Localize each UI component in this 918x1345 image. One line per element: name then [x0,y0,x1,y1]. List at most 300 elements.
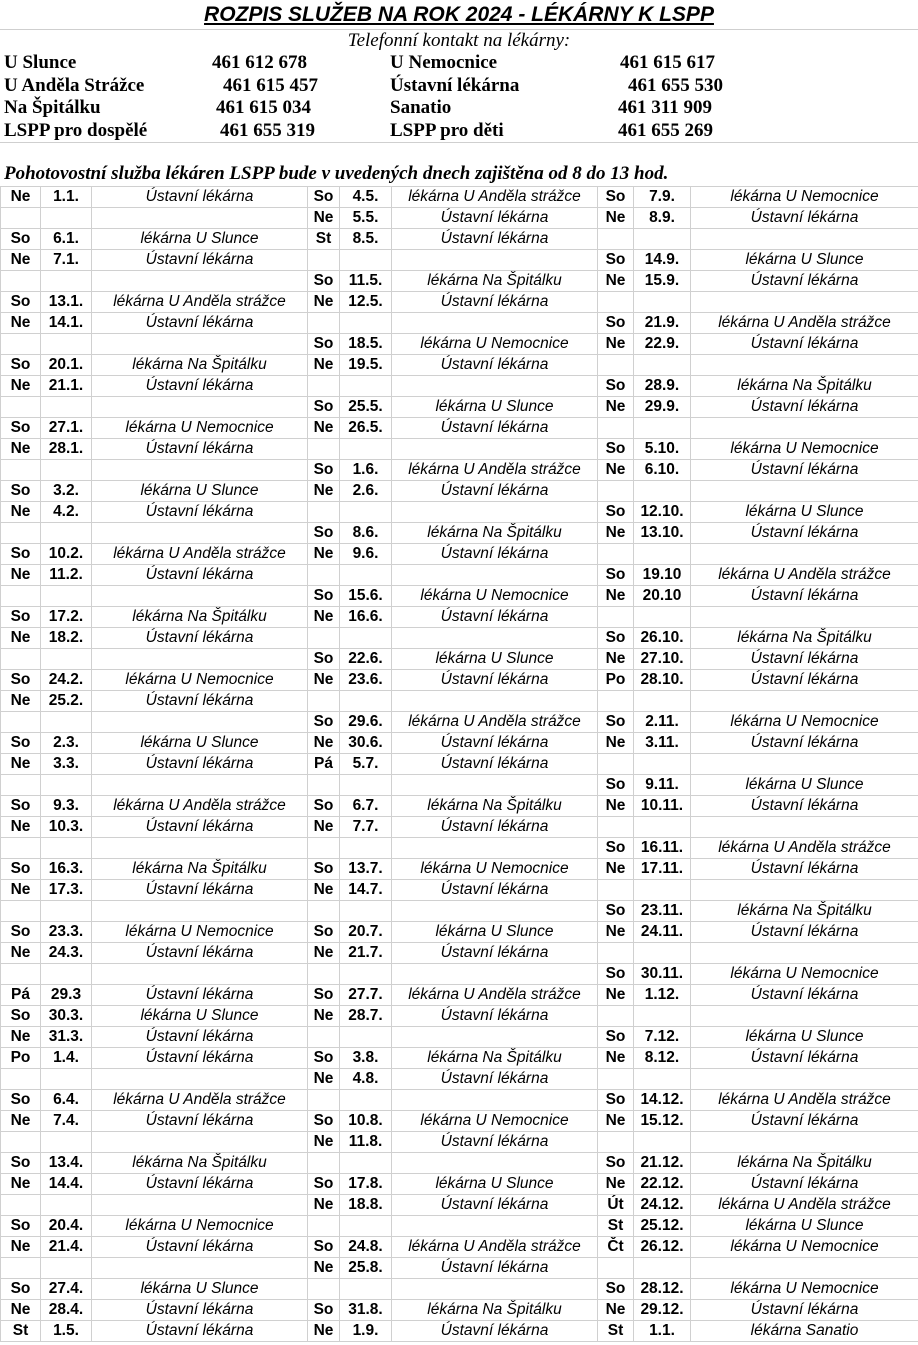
day-abbr: So [598,901,634,922]
service-date: 5.7. [340,754,392,775]
day-abbr [308,250,340,271]
pharmacy-on-duty: Ústavní lékárna [92,1237,308,1258]
schedule-row [1,796,918,817]
service-date [340,565,392,586]
pharmacy-on-duty: lékárna U Nemocnice [92,670,308,691]
day-abbr [598,691,634,712]
schedule-row [1,1279,918,1300]
service-date [634,1132,691,1153]
pharmacy-on-duty [92,586,308,607]
day-abbr: So [1,1279,41,1300]
day-abbr [1,334,41,355]
service-date [340,775,392,796]
pharmacy-on-duty: Ústavní lékárna [392,733,598,754]
pharmacy-on-duty: lékárna U Anděla strážce [691,838,918,859]
service-date: 1.5. [41,1321,92,1342]
service-date: 3.11. [634,733,691,754]
pharmacy-on-duty: Ústavní lékárna [691,523,918,544]
day-abbr: Čt [598,1237,634,1258]
schedule-row [1,544,918,565]
pharmacy-on-duty [92,901,308,922]
service-date: 1.12. [634,985,691,1006]
service-date: 15.9. [634,271,691,292]
schedule-row [1,1321,918,1342]
day-abbr: Ne [598,460,634,481]
day-abbr [598,943,634,964]
day-abbr [598,754,634,775]
service-date [634,1258,691,1279]
pharmacy-on-duty: lékárna U Slunce [392,1174,598,1195]
day-abbr: So [308,1300,340,1321]
pharmacy-on-duty: lékárna U Slunce [691,502,918,523]
pharmacy-on-duty: lékárna U Anděla strážce [392,1237,598,1258]
service-date: 30.3. [41,1006,92,1027]
pharmacy-on-duty: Ústavní lékárna [392,481,598,502]
pharmacy-name: LSPP pro dospělé [4,119,148,141]
schedule-row [1,1048,918,1069]
pharmacy-on-duty: Ústavní lékárna [392,754,598,775]
service-date [634,1069,691,1090]
pharmacy-on-duty [92,397,308,418]
schedule-row [1,250,918,271]
day-abbr [308,1153,340,1174]
day-abbr: So [598,250,634,271]
pharmacy-on-duty: lékárna U Nemocnice [392,586,598,607]
pharmacy-on-duty [92,334,308,355]
day-abbr [598,355,634,376]
service-date [41,712,92,733]
day-abbr [598,481,634,502]
pharmacy-phone: 461 311 909 [618,97,712,118]
day-abbr: So [308,460,340,481]
service-date: 1.1. [41,187,92,208]
service-date: 9.6. [340,544,392,565]
pharmacy-on-duty: Ústavní lékárna [691,1048,918,1069]
day-abbr [308,1090,340,1111]
day-abbr: So [308,1174,340,1195]
pharmacy-phone: 461 615 617 [620,52,715,73]
service-date: 6.7. [340,796,392,817]
schedule-row [1,985,918,1006]
day-abbr [1,523,41,544]
day-abbr [1,208,41,229]
day-abbr: Ne [598,649,634,670]
day-abbr: So [308,1111,340,1132]
service-date: 21.7. [340,943,392,964]
service-date [41,901,92,922]
day-abbr: So [1,796,41,817]
pharmacy-on-duty: lékárna U Nemocnice [691,964,918,985]
pharmacy-on-duty [691,880,918,901]
day-abbr: Ne [598,397,634,418]
service-date [634,418,691,439]
pharmacy-on-duty [392,775,598,796]
pharmacy-on-duty: Ústavní lékárna [92,628,308,649]
day-abbr [1,271,41,292]
pharmacy-on-duty: lékárna Na Špitálku [392,1300,598,1321]
service-date: 16.6. [340,607,392,628]
schedule-row [1,649,918,670]
day-abbr: So [598,1153,634,1174]
pharmacy-on-duty [691,817,918,838]
pharmacy-on-duty: Ústavní lékárna [92,439,308,460]
service-date [634,1006,691,1027]
day-abbr: Ne [1,1174,41,1195]
pharmacy-on-duty [691,691,918,712]
pharmacy-on-duty: Ústavní lékárna [92,502,308,523]
pharmacy-on-duty: Ústavní lékárna [691,208,918,229]
day-abbr [308,775,340,796]
service-date: 6.10. [634,460,691,481]
service-date: 7.9. [634,187,691,208]
day-abbr: So [1,544,41,565]
day-abbr [1,838,41,859]
day-abbr [1,712,41,733]
day-abbr: Ne [1,754,41,775]
day-abbr: So [598,712,634,733]
service-date: 4.8. [340,1069,392,1090]
service-date: 4.2. [41,502,92,523]
day-abbr: Ne [308,481,340,502]
pharmacy-on-duty: lékárna U Slunce [92,481,308,502]
service-date [41,271,92,292]
day-abbr: Ne [308,292,340,313]
pharmacy-on-duty [92,208,308,229]
service-date: 3.3. [41,754,92,775]
pharmacy-on-duty: Ústavní lékárna [92,250,308,271]
pharmacy-name: Ústavní lékárna [390,74,520,96]
schedule-row [1,775,918,796]
service-date: 19.10 [634,565,691,586]
service-date: 26.12. [634,1237,691,1258]
service-date [340,964,392,985]
pharmacy-on-duty: lékárna Na Špitálku [691,1153,918,1174]
day-abbr: So [598,376,634,397]
service-date: 17.8. [340,1174,392,1195]
pharmacy-on-duty: Ústavní lékárna [392,1258,598,1279]
pharmacy-on-duty: lékárna U Anděla strážce [92,292,308,313]
pharmacy-on-duty: lékárna U Slunce [392,922,598,943]
pharmacy-name: U Anděla Strážce [4,74,145,96]
service-date: 28.9. [634,376,691,397]
service-date: 1.6. [340,460,392,481]
service-date: 5.10. [634,439,691,460]
service-date: 14.9. [634,250,691,271]
pharmacy-on-duty [392,565,598,586]
service-date [41,775,92,796]
pharmacy-on-duty [691,754,918,775]
day-abbr: Ne [1,565,41,586]
service-date: 8.6. [340,523,392,544]
schedule-row [1,481,918,502]
schedule-row [1,1069,918,1090]
pharmacy-on-duty [691,355,918,376]
service-date: 18.8. [340,1195,392,1216]
day-abbr [1,964,41,985]
service-date [340,1090,392,1111]
service-date: 18.2. [41,628,92,649]
service-date: 24.3. [41,943,92,964]
pharmacy-on-duty: Ústavní lékárna [691,649,918,670]
pharmacy-on-duty: lékárna U Slunce [92,1006,308,1027]
day-abbr [308,1027,340,1048]
pharmacy-on-duty [691,943,918,964]
day-abbr [308,376,340,397]
schedule-row [1,355,918,376]
day-abbr: Ne [308,208,340,229]
day-abbr: Ne [308,355,340,376]
service-date: 8.12. [634,1048,691,1069]
service-date: 21.4. [41,1237,92,1258]
pharmacy-on-duty: lékárna U Anděla strážce [392,460,598,481]
pharmacy-on-duty [691,292,918,313]
service-date: 9.3. [41,796,92,817]
pharmacy-on-duty: lékárna U Anděla strážce [691,313,918,334]
pharmacy-on-duty: lékárna U Nemocnice [691,439,918,460]
pharmacy-on-duty [92,964,308,985]
schedule-row [1,313,918,334]
day-abbr: Ne [598,334,634,355]
schedule-row [1,1027,918,1048]
schedule-row [1,838,918,859]
service-date: 28.10. [634,670,691,691]
schedule-row [1,1216,918,1237]
service-date: 27.7. [340,985,392,1006]
day-abbr: Út [598,1195,634,1216]
service-date: 9.11. [634,775,691,796]
service-date [41,397,92,418]
day-abbr: So [1,355,41,376]
service-date: 13.7. [340,859,392,880]
pharmacy-on-duty: Ústavní lékárna [392,1006,598,1027]
pharmacy-on-duty [392,1279,598,1300]
pharmacy-on-duty: lékárna U Slunce [392,649,598,670]
day-abbr: Ne [598,922,634,943]
pharmacy-on-duty: Ústavní lékárna [92,1027,308,1048]
pharmacy-on-duty [392,376,598,397]
day-abbr [308,964,340,985]
service-date: 15.12. [634,1111,691,1132]
pharmacy-on-duty [392,901,598,922]
service-date [340,376,392,397]
service-date [340,691,392,712]
service-notice: Pohotovostní služba lékáren LSPP bude v uvedených dnech zajištěna od 8 do 13 hod. [4,163,669,184]
service-date: 24.8. [340,1237,392,1258]
service-date: 30.11. [634,964,691,985]
service-date: 21.12. [634,1153,691,1174]
pharmacy-on-duty: lékárna Na Špitálku [92,355,308,376]
day-abbr: Pá [308,754,340,775]
day-abbr: Ne [308,733,340,754]
schedule-row [1,922,918,943]
pharmacy-on-duty: lékárna U Slunce [92,733,308,754]
day-abbr: St [598,1321,634,1342]
schedule-row [1,1174,918,1195]
pharmacy-on-duty [392,628,598,649]
day-abbr: St [1,1321,41,1342]
day-abbr: Ne [1,187,41,208]
day-abbr [598,229,634,250]
service-date: 28.1. [41,439,92,460]
service-date: 20.4. [41,1216,92,1237]
day-abbr [1,460,41,481]
pharmacy-on-duty: Ústavní lékárna [392,1195,598,1216]
day-abbr: So [598,1090,634,1111]
schedule-row [1,712,918,733]
day-abbr: So [1,1153,41,1174]
schedule-row [1,1006,918,1027]
pharmacy-on-duty: lékárna Na Špitálku [691,376,918,397]
pharmacy-on-duty: lékárna U Anděla strážce [691,1195,918,1216]
service-date: 10.8. [340,1111,392,1132]
service-date: 8.5. [340,229,392,250]
pharmacy-on-duty [392,439,598,460]
day-abbr: So [308,523,340,544]
day-abbr: Ne [1,1237,41,1258]
service-date [634,607,691,628]
day-abbr: Ne [308,1258,340,1279]
day-abbr: So [308,922,340,943]
contacts-block [4,52,914,142]
pharmacy-on-duty: lékárna U Anděla strážce [392,985,598,1006]
schedule-body [1,187,918,1342]
service-date: 20.10 [634,586,691,607]
day-abbr: Pá [1,985,41,1006]
day-abbr: So [1,607,41,628]
pharmacy-on-duty: lékárna U Anděla strážce [92,796,308,817]
service-date: 5.5. [340,208,392,229]
day-abbr: Po [1,1048,41,1069]
service-date: 29.6. [340,712,392,733]
schedule-row [1,733,918,754]
day-abbr: Ne [308,1195,340,1216]
service-date [41,208,92,229]
day-abbr: Ne [1,943,41,964]
service-date [340,901,392,922]
pharmacy-on-duty: lékárna Na Špitálku [691,628,918,649]
pharmacy-on-duty: lékárna Na Špitálku [392,796,598,817]
day-abbr: St [308,229,340,250]
pharmacy-on-duty: Ústavní lékárna [392,208,598,229]
pharmacy-on-duty: Ústavní lékárna [92,1048,308,1069]
day-abbr [598,1132,634,1153]
pharmacy-on-duty: lékárna U Slunce [392,397,598,418]
service-date: 2.6. [340,481,392,502]
service-date: 6.4. [41,1090,92,1111]
day-abbr [1,901,41,922]
pharmacy-on-duty: Ústavní lékárna [691,1174,918,1195]
service-date [340,628,392,649]
pharmacy-on-duty: lékárna Sanatio [691,1321,918,1342]
pharmacy-on-duty: Ústavní lékárna [92,1321,308,1342]
day-abbr: Ne [598,1300,634,1321]
day-abbr: Ne [598,208,634,229]
day-abbr [598,880,634,901]
day-abbr: Ne [598,796,634,817]
day-abbr [598,418,634,439]
service-date: 14.7. [340,880,392,901]
pharmacy-phone: 461 655 269 [618,119,713,141]
service-date: 14.1. [41,313,92,334]
day-abbr: Ne [598,586,634,607]
service-date [634,880,691,901]
service-date: 20.7. [340,922,392,943]
pharmacy-on-duty: Ústavní lékárna [691,271,918,292]
pharmacy-on-duty: Ústavní lékárna [392,418,598,439]
day-abbr [1,1258,41,1279]
pharmacy-on-duty: Ústavní lékárna [92,313,308,334]
service-date: 17.2. [41,607,92,628]
pharmacy-on-duty: lékárna U Slunce [691,1216,918,1237]
service-date: 27.4. [41,1279,92,1300]
service-date: 26.5. [340,418,392,439]
service-date [634,355,691,376]
service-date: 24.2. [41,670,92,691]
pharmacy-on-duty [691,607,918,628]
service-date: 7.12. [634,1027,691,1048]
pharmacy-on-duty: lékárna U Nemocnice [691,712,918,733]
day-abbr [308,691,340,712]
day-abbr: Ne [598,523,634,544]
pharmacy-on-duty: lékárna U Nemocnice [691,1279,918,1300]
schedule-row [1,964,918,985]
service-date: 25.5. [340,397,392,418]
day-abbr: So [598,1279,634,1300]
pharmacy-on-duty: Ústavní lékárna [691,733,918,754]
schedule-row [1,397,918,418]
service-date [340,838,392,859]
service-date: 22.9. [634,334,691,355]
service-date: 11.5. [340,271,392,292]
service-date [41,1132,92,1153]
pharmacy-on-duty: lékárna U Slunce [691,1027,918,1048]
day-abbr: So [1,859,41,880]
service-date [41,586,92,607]
service-date: 1.9. [340,1321,392,1342]
pharmacy-on-duty [392,313,598,334]
day-abbr [1,649,41,670]
service-date: 12.5. [340,292,392,313]
service-date: 13.10. [634,523,691,544]
service-date: 24.12. [634,1195,691,1216]
service-date [340,502,392,523]
service-date: 10.11. [634,796,691,817]
day-abbr: So [1,1006,41,1027]
pharmacy-on-duty: Ústavní lékárna [92,943,308,964]
schedule-row [1,859,918,880]
service-date [634,943,691,964]
pharmacy-name: U Slunce [4,52,77,73]
pharmacy-on-duty: lékárna U Nemocnice [392,334,598,355]
day-abbr: Ne [308,817,340,838]
service-date: 12.10. [634,502,691,523]
pharmacy-phone: 461 615 457 [223,74,318,96]
pharmacy-on-duty [691,544,918,565]
pharmacy-on-duty: Ústavní lékárna [92,754,308,775]
service-date [41,523,92,544]
service-date: 2.11. [634,712,691,733]
divider [0,29,918,30]
day-abbr [308,1279,340,1300]
pharmacy-on-duty [92,1195,308,1216]
service-date: 21.1. [41,376,92,397]
service-date: 13.4. [41,1153,92,1174]
pharmacy-on-duty [92,1132,308,1153]
day-abbr: So [598,502,634,523]
pharmacy-on-duty: lékárna U Nemocnice [92,418,308,439]
day-abbr: So [1,1090,41,1111]
day-abbr: Ne [308,607,340,628]
